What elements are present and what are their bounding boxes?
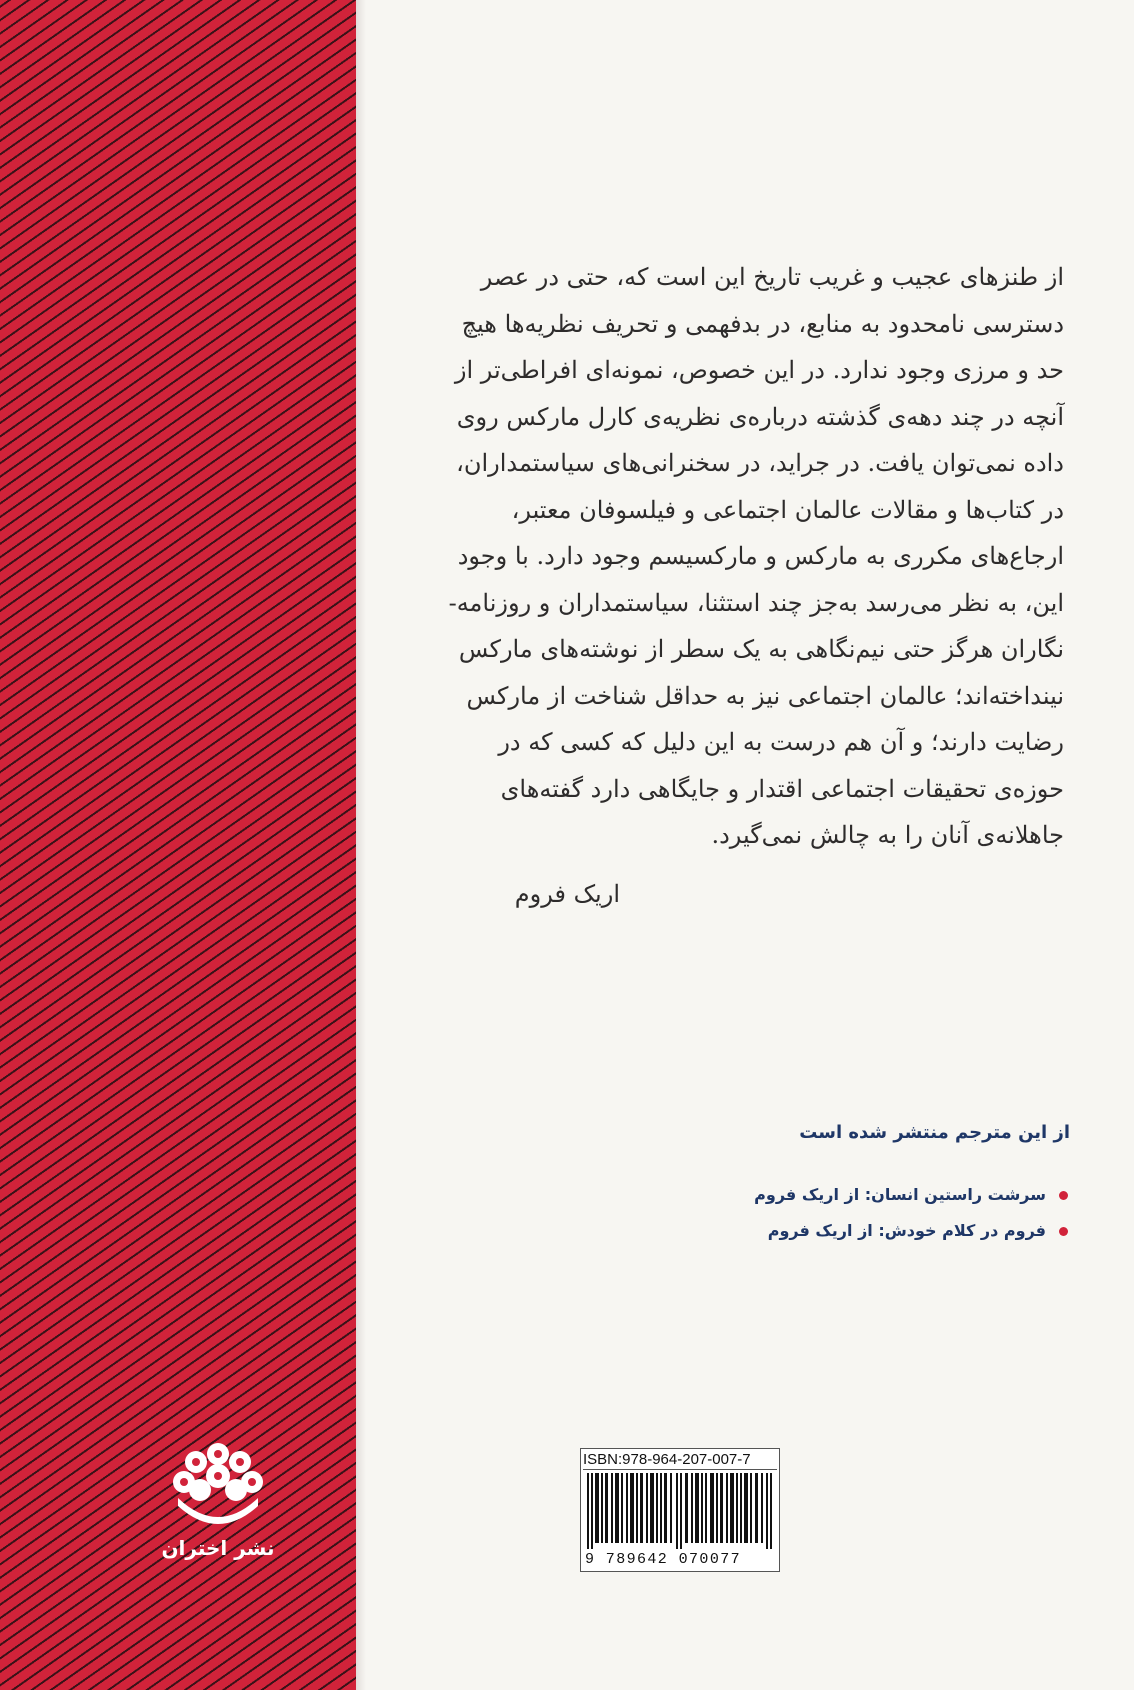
quote-line: رضایت دارند؛ و آن هم درست به این دلیل که کسی که در [498, 728, 1064, 756]
isbn-barcode [580, 1448, 780, 1572]
book-title: فروم در کلام خودش: از اریک فروم [767, 1221, 1046, 1240]
book-list-item [680, 1177, 1068, 1213]
back-cover-quote [404, 254, 1064, 859]
book-title: سرشت راستین انسان: از اریک فروم [754, 1185, 1046, 1204]
bullet-dot-icon [1059, 1191, 1068, 1200]
quote-line: جاهلانه‌ی آنان را به چالش نمی‌گیرد. [711, 821, 1064, 849]
quote-line: این، به نظر می‌رسد به‌جز چند استثنا، سیاستمداران و روزنامه- [448, 588, 1064, 617]
quote-line: از طنزهای عجیب و غریب تاریخ این است که، حتی در عصر [480, 263, 1064, 291]
book-list-item [680, 1213, 1068, 1249]
striped-red-panel [0, 0, 356, 1690]
barcode-bars-icon [585, 1473, 775, 1549]
barcode-digits: 9 789642 070077 [585, 1551, 742, 1568]
quote-line: داده نمی‌توان یافت. در جراید، در سخنرانی‌های سیاستمداران، [456, 449, 1064, 477]
quote-line: نگاران هرگز حتی نیم‌نگاهی به یک سطر از نوشته‌های مارکس [458, 635, 1064, 663]
quote-line: حد و مرزی وجود ندارد. در این خصوص، نمونه‌ای افراطی‌تر از [454, 356, 1064, 384]
quote-line: نینداخته‌اند؛ عالمان اجتماعی نیز به حداقل شناخت از مارکس [466, 681, 1064, 710]
quote-line: در کتاب‌ها و مقالات عالمان اجتماعی و فیلسوفان معتبر، [511, 495, 1064, 524]
quote-line: حوزه‌ی تحقیقات اجتماعی اقتدار و جایگاهی دارد گفته‌های [500, 774, 1064, 803]
quote-line: دسترسی نامحدود به منابع، در بدفهمی و تحریف نظریه‌ها هیچ [461, 309, 1064, 338]
panel-edge-shadow [356, 0, 366, 1690]
quote-line: ارجاع‌های مکرری به مارکس و مارکسیسم وجود دارد. با وجود [457, 542, 1064, 570]
publisher-logo [158, 1440, 278, 1580]
quote-author: اریک فروم [514, 880, 620, 908]
other-books-heading: از این مترجم منتشر شده است [799, 1122, 1070, 1143]
flower-emblem-icon [172, 1440, 264, 1532]
other-books-list [680, 1177, 1068, 1249]
publisher-name: نشر اختران [161, 1536, 275, 1560]
isbn-label: ISBN:978-964-207-007-7 [583, 1451, 777, 1470]
quote-line: آنچه در چند دهه‌ی گذشته درباره‌ی نظریه‌ی کارل مارکس روی [456, 402, 1064, 431]
bullet-dot-icon [1059, 1227, 1068, 1236]
